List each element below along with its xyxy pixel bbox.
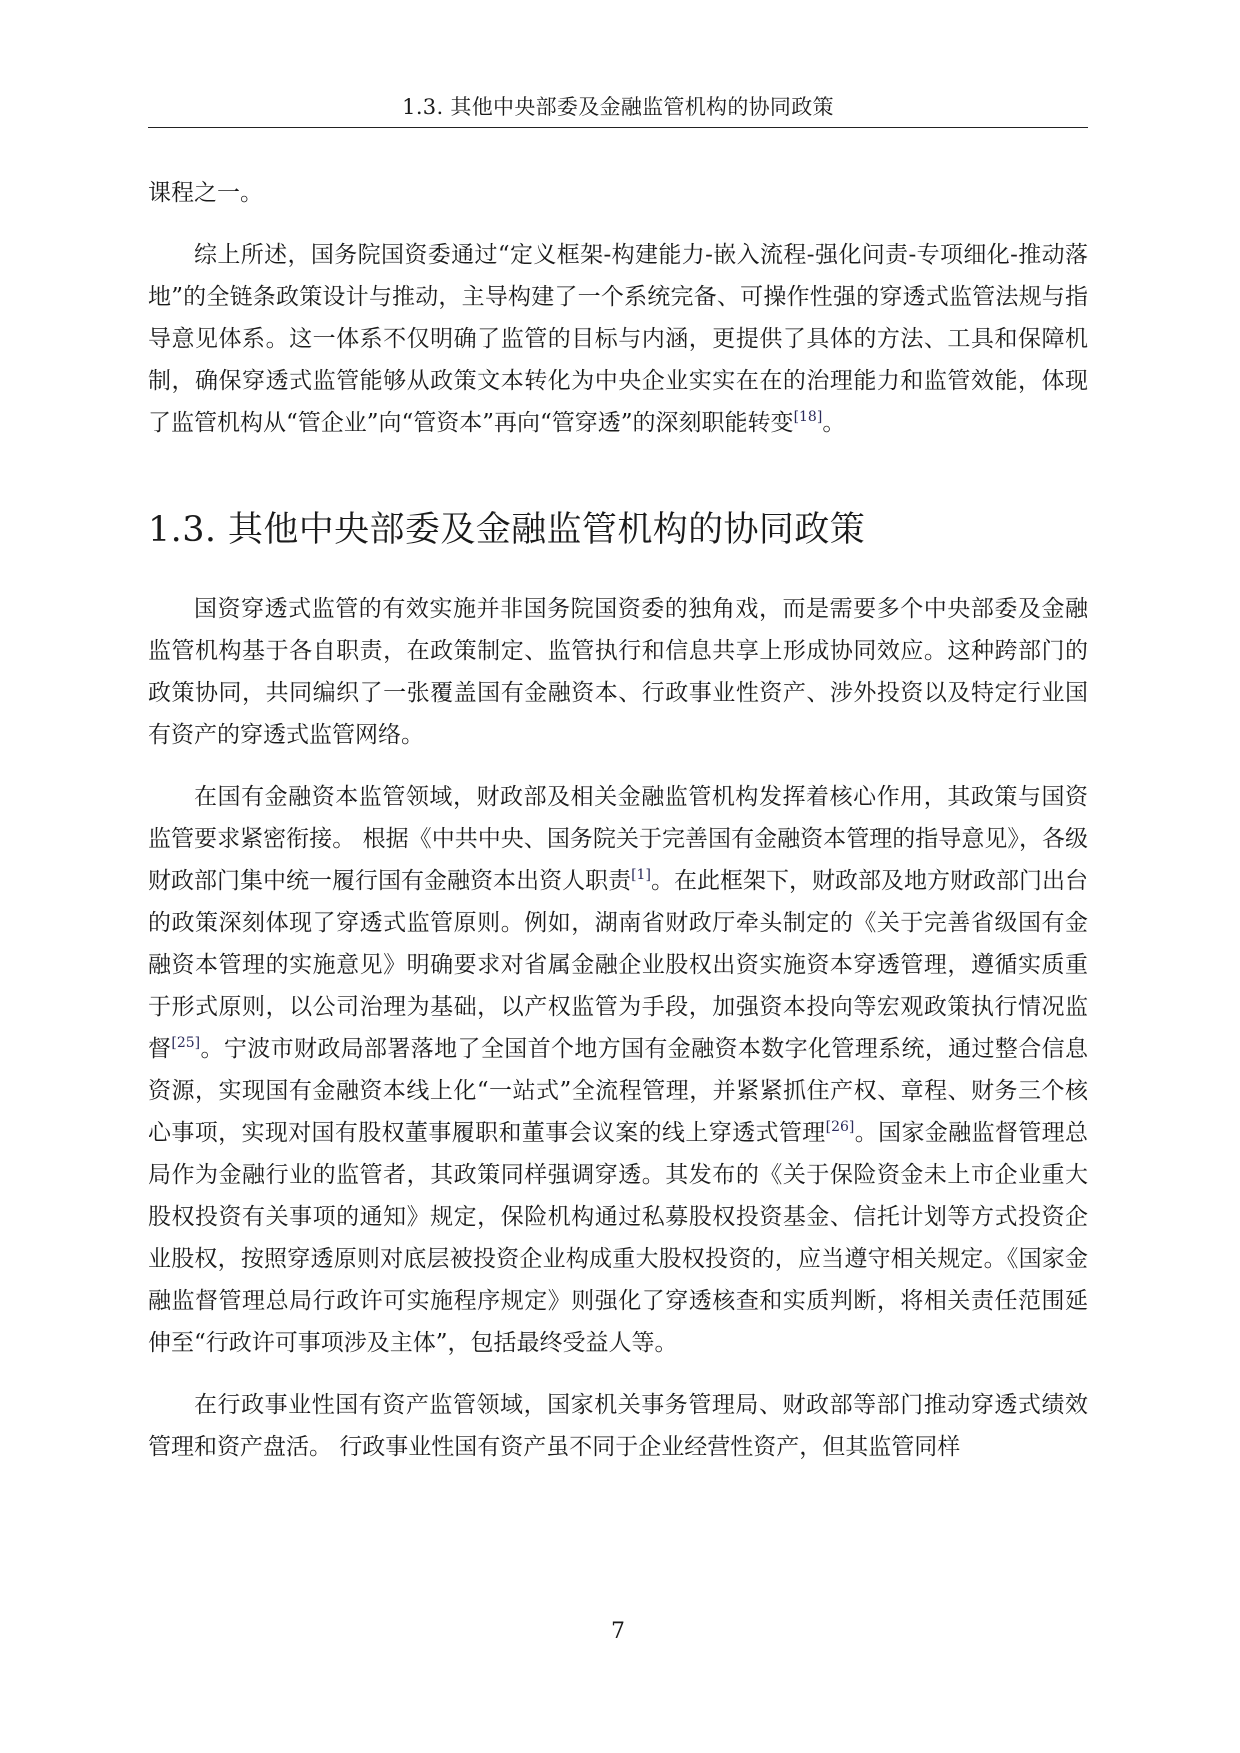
- citation-link[interactable]: [1]: [631, 867, 651, 883]
- paragraph-text: 课程之一。: [148, 180, 263, 206]
- section-heading: 1.3. 其他中央部委及金融监管机构的协同政策: [148, 510, 866, 550]
- citation-link[interactable]: [26]: [825, 1119, 855, 1135]
- paragraph-p2: [148, 588, 1088, 756]
- paragraph-text: 在国有金融资本监管领域，财政部及相关金融监管机构发挥着核心作用，其政策与国资监管要求紧密衔接。 根据《中共中央、国务院关于完善国有金融资本管理的指导意见》，各级财政部门集中统一履行国有金融资本出资人职责: [148, 784, 1088, 894]
- page-number: 7: [611, 1619, 625, 1644]
- paragraph-text: 国资穿透式监管的有效实施并非国务院国资委的独角戏，而是需要多个中央部委及金融监管机构基于各自职责，在政策制定、监管执行和信息共享上形成协同效应。这种跨部门的政策协同，共同编织了一张覆盖国有金融资本、行政事业性资产、涉外投资以及特定行业国有资产的穿透式监管网络。: [148, 596, 1088, 748]
- paragraph-text: 。宁波市财政局部署落地了全国首个地方国有金融资本数字化管理系统，通过整合信息资源，实现国有金融资本线上化“一站式”全流程管理，并紧紧抓住产权、章程、财务三个核心事项，实现对国有股权董事履职和董事会议案的线上穿透式管理: [148, 1036, 1089, 1146]
- paragraph-text: 。国家金融监督管理总局作为金融行业的监管者，其政策同样强调穿透。其发布的《关于保险资金未上市企业重大股权投资有关事项的通知》规定，保险机构通过私募股权投资基金、信托计划等方式投资企业股权，按照穿透原则对底层被投资企业构成重大股权投资的，应当遵守相关规定。《国家金融监督管理总局行政许可实施程序规定》则强化了穿透核查和实质判断，将相关责任范围延伸至“行政许可事项涉及主体”，包括最终受益人等。: [148, 1120, 1089, 1356]
- paragraph-text: 。: [822, 410, 846, 436]
- paragraph-text: 。在此框架下，财政部及地方财政部门出台的政策深刻体现了穿透式监管原则。例如，湖南省财政厅牵头制定的《关于完善省级国有金融资本管理的实施意见》明确要求对省属金融企业股权出资实施资本穿透管理，遵循实质重于形式原则，以公司治理为基础，以产权监管为手段，加强资本投向等宏观政策执行情况监督: [148, 868, 1089, 1062]
- citation-link[interactable]: [18]: [793, 409, 823, 425]
- page-body: [148, 172, 1088, 1488]
- paragraph-text: 在行政事业性国有资产监管领域，国家机关事务管理局、财政部等部门推动穿透式绩效管理和资产盘活。 行政事业性国有资产虽不同于企业经营性资产，但其监管同样: [148, 1392, 1088, 1460]
- header-rule: [148, 127, 1088, 128]
- paragraph-p4: [148, 1384, 1088, 1468]
- running-header: 1.3. 其他中央部委及金融监管机构的协同政策: [402, 95, 834, 119]
- paragraph-p0: [148, 172, 1088, 214]
- paragraph-p3: [148, 776, 1088, 1364]
- paragraphs-after-section: [148, 588, 1088, 1468]
- paragraph-text: 综上所述，国务院国资委通过“定义框架-构建能力-嵌入流程-强化问责-专项细化-推动落地”的全链条政策设计与推动，主导构建了一个系统完备、可操作性强的穿透式监管法规与指导意见体系。这一体系不仅明确了监管的目标与内涵，更提供了具体的方法、工具和保障机制，确保穿透式监管能够从政策文本转化为中央企业实实在在的治理能力和监管效能，体现了监管机构从“管企业”向“管资本”再向“管穿透”的深刻职能转变: [148, 242, 1088, 436]
- citation-link[interactable]: [25]: [171, 1035, 201, 1051]
- paragraphs-before-section: [148, 172, 1088, 444]
- paragraph-p1: [148, 234, 1088, 444]
